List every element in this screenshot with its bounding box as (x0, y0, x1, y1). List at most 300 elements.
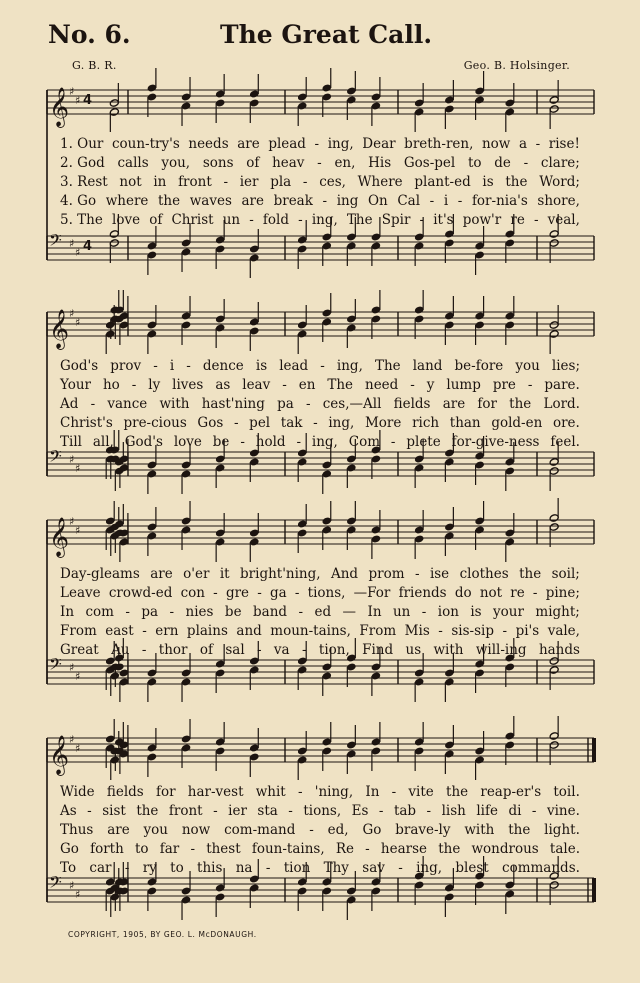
sharp-icon: ♯ (75, 94, 81, 107)
hymn-title: The Great Call. (220, 20, 433, 49)
lyric-syllable: Go (362, 822, 382, 838)
lyric-syllable: commands. (502, 860, 580, 876)
lyric-syllable: to (467, 155, 482, 171)
lyric-syllable: not (119, 174, 142, 190)
lyric-syllable: Where (357, 174, 403, 190)
lyric-syllable: heav (272, 155, 305, 171)
lyric-syllable: 5. The (60, 212, 103, 228)
lyric-syllable: the (158, 193, 181, 209)
lyric-syllable: - (410, 377, 415, 393)
lyric-syllable: pare. (544, 377, 580, 393)
bass-clef-icon: 𝄢 (49, 446, 62, 470)
lyric-syllable: thor (158, 642, 188, 658)
lyric-syllable: - (298, 604, 304, 620)
lyrics-block (60, 357, 580, 452)
sharp-icon: ♯ (75, 524, 81, 537)
lyric-line (60, 433, 580, 452)
lyric-syllable: From (359, 623, 397, 639)
lyric-syllable: i (443, 193, 449, 209)
lyric-syllable: - (265, 860, 271, 876)
lyric-syllable: lives (172, 377, 204, 393)
lyric-syllable: - (257, 585, 262, 601)
sharp-icon: ♯ (75, 742, 81, 755)
lyric-syllable: ier (228, 803, 247, 819)
lyric-syllable: —For (353, 585, 391, 601)
lyric-syllable: - (282, 377, 287, 393)
lyric-syllable: pre-cious (123, 415, 187, 431)
lyric-syllable: - (298, 212, 303, 228)
lyric-syllable: ing, (327, 136, 354, 152)
lyric-line (60, 622, 580, 641)
lyric-line (60, 584, 580, 603)
sharp-icon: ♯ (75, 246, 81, 259)
lyric-syllable: har-vest (187, 784, 244, 800)
lyric-syllable: hold (255, 434, 286, 450)
lyric-syllable: pa (277, 396, 294, 412)
lyric-syllable: ing, (416, 860, 443, 876)
lyric-syllable: reap-er's (480, 784, 542, 800)
bass-clef-icon: 𝄢 (49, 654, 62, 678)
lyric-syllable: do (454, 585, 472, 601)
lyric-syllable: hearse (380, 841, 428, 857)
lyric-syllable: con (180, 585, 205, 601)
lyric-syllable: And (330, 566, 359, 582)
lyric-syllable: - (125, 604, 130, 620)
lyric-syllable: i (169, 358, 175, 374)
sharp-icon: ♯ (69, 307, 75, 320)
sharp-icon: ♯ (69, 733, 75, 746)
lyric-syllable: wondrous (471, 841, 539, 857)
lyric-line (60, 414, 580, 433)
bass-clef-icon: 𝄢 (49, 230, 62, 254)
lyric-syllable: Wide (60, 784, 95, 800)
lyric-syllable: - (426, 803, 432, 819)
lyric-syllable: 1. Our (60, 136, 104, 152)
lyric-syllable: - (131, 377, 137, 393)
treble-clef-icon: 𝄞 (49, 735, 70, 775)
lyric-syllable: - (390, 434, 396, 450)
lyric-syllable: - (302, 174, 308, 190)
lyric-syllable: sist (102, 803, 126, 819)
lyric-syllable: - (320, 358, 325, 374)
lyric-syllable: na (235, 860, 253, 876)
lyric-syllable: sta (257, 803, 278, 819)
lyric-line (60, 154, 580, 173)
lyric-syllable: Es (351, 803, 369, 819)
lyric-syllable: - (301, 642, 307, 658)
lyric-syllable: blest (455, 860, 489, 876)
lyric-syllable: are (237, 136, 260, 152)
lyrics-block (60, 565, 580, 660)
sharp-icon: ♯ (69, 661, 75, 674)
lyric-syllable: pre (492, 377, 516, 393)
lyric-syllable: Spir (381, 212, 411, 228)
lyric-syllable: com (85, 604, 114, 620)
lyric-syllable: - (296, 434, 302, 450)
lyric-syllable: the (446, 784, 469, 800)
lyric-syllable: sav (362, 860, 385, 876)
lyric-syllable: - (502, 623, 508, 639)
lyric-syllable: your (493, 604, 524, 620)
lyric-syllable: - (531, 803, 537, 819)
lyric-syllable: moun-tains, (270, 623, 351, 639)
lyric-syllable: car (89, 860, 112, 876)
lyric-syllable: pa (141, 604, 159, 620)
sharp-icon: ♯ (69, 879, 75, 892)
lyric-syllable: break (273, 193, 313, 209)
lyric-syllable: prov (110, 358, 142, 374)
time-signature: 4 (83, 93, 93, 108)
lyric-syllable: — (342, 604, 357, 620)
lyric-syllable: - (317, 155, 322, 171)
lyric-syllable: plains (186, 623, 228, 639)
lyric-syllable: dence (202, 358, 244, 374)
lyric-syllable: far (159, 841, 180, 857)
lyric-syllable: feel. (550, 434, 580, 450)
lyric-syllable: are (442, 396, 466, 412)
lyric-syllable: love (112, 212, 141, 228)
lyric-syllable: where (105, 193, 149, 209)
lyric-syllable: the (509, 396, 532, 412)
lyric-syllable: lish (441, 803, 466, 819)
lyric-syllable: Your (60, 377, 92, 393)
lyric-syllable: - (124, 860, 130, 876)
lyric-syllable: o'er (183, 566, 210, 582)
lyric-syllable: - (535, 136, 541, 152)
lyric-line (60, 783, 580, 802)
hymn-number: No. 6. (48, 20, 131, 49)
lyric-syllable: is (482, 174, 494, 190)
lyric-syllable: - (141, 642, 147, 658)
lyric-syllable: be-fore (454, 358, 504, 374)
lyric-line (60, 395, 580, 414)
lyric-syllable: the (519, 566, 542, 582)
lyric-syllable: shore, (537, 193, 580, 209)
lyric-syllable: ise (429, 566, 450, 582)
lyric-syllable: vite (408, 784, 434, 800)
lyric-syllable: ier (239, 174, 259, 190)
lyric-syllable: clare; (540, 155, 580, 171)
lyric-syllable: ing, (328, 415, 355, 431)
lyric-syllable: east (105, 623, 134, 639)
sharp-icon: ♯ (75, 888, 81, 901)
lyric-syllable: for (477, 396, 497, 412)
lyric-syllable: - (190, 841, 195, 857)
lyric-syllable: ces, (319, 174, 346, 190)
lyric-syllable: hast'ning (201, 396, 265, 412)
lyric-syllable: tion (283, 860, 311, 876)
lyric-syllable: Leave (60, 585, 101, 601)
lyric-syllable: un (392, 604, 411, 620)
lyric-syllable: coun-try's (111, 136, 180, 152)
copyright-notice: COPYRIGHT, 1905, BY GEO. L. McDONAUGH. (68, 930, 257, 939)
lyric-syllable: - (90, 396, 96, 412)
lyric-syllable: waves (189, 193, 232, 209)
lyric-syllable: are (150, 566, 173, 582)
lyric-syllable: In (60, 604, 75, 620)
lyric-syllable: bright'ning, (240, 566, 321, 582)
lyric-syllable: it's (433, 212, 454, 228)
lyric-syllable: 4. Go (60, 193, 97, 209)
lyric-syllable: the (505, 174, 528, 190)
lyric-syllable: now (481, 136, 511, 152)
lyric-syllable: ho (102, 377, 120, 393)
lyric-syllable: Thy (323, 860, 349, 876)
lyric-line (60, 135, 580, 154)
lyric-syllable: Thus (60, 822, 94, 838)
lyric-syllable: - (297, 784, 303, 800)
lyric-syllable: The (374, 358, 401, 374)
lyric-syllable: - (438, 623, 443, 639)
lyric-syllable: ern (155, 623, 179, 639)
lyric-syllable: - (414, 566, 420, 582)
lyric-syllable: Re (335, 841, 354, 857)
lyric-syllable: ing (336, 193, 359, 209)
lyric-syllable: pow'r (462, 212, 502, 228)
sharp-icon: ♯ (75, 462, 81, 475)
lyric-syllable: be (224, 604, 242, 620)
lyric-syllable: Cal (397, 193, 421, 209)
lyric-syllable: - (533, 212, 539, 228)
lyric-syllable: God's (124, 434, 163, 450)
lyric-syllable: breth-ren, (404, 136, 474, 152)
lyric-syllable: Christ (171, 212, 214, 228)
sharp-icon: ♯ (69, 237, 75, 250)
lyric-syllable: you (515, 358, 540, 374)
lyric-syllable: de (494, 155, 511, 171)
lyric-syllable: - (142, 623, 147, 639)
lyric-syllable: fields (106, 784, 144, 800)
lyric-syllable: front (178, 174, 212, 190)
lyric-syllable: rise! (548, 136, 580, 152)
lyric-syllable: for-give-ness (451, 434, 540, 450)
lyric-syllable: of (199, 642, 213, 658)
lyric-syllable: all, (92, 434, 114, 450)
lyric-line (60, 603, 580, 622)
lyric-syllable: Com (348, 434, 381, 450)
lyric-syllable: - (153, 358, 158, 374)
lyric-syllable: 3. Rest (60, 174, 108, 190)
lyricist-credit: G. B. R. (72, 59, 117, 72)
lyric-syllable: now (181, 822, 211, 838)
lyric-line (60, 641, 580, 660)
lyric-syllable: for-nia's (471, 193, 528, 209)
lyric-syllable: ly (148, 377, 161, 393)
treble-clef-icon: 𝄞 (49, 309, 70, 349)
lyric-syllable: com-mand (224, 822, 296, 838)
lyric-syllable: tions, (303, 803, 342, 819)
sharp-icon: ♯ (69, 515, 75, 528)
lyric-syllable: a (518, 136, 528, 152)
lyric-syllable: - (322, 193, 328, 209)
lyric-syllable: Great (60, 642, 99, 658)
lyric-syllable: not (479, 585, 503, 601)
lyric-syllable: might; (535, 604, 580, 620)
lyric-syllable: ing, (311, 434, 338, 450)
lyric-syllable: - (288, 803, 293, 819)
lyric-syllable: gre (225, 585, 250, 601)
lyric-syllable: leav (242, 377, 271, 393)
lyric-syllable: with (433, 642, 464, 658)
lyric-syllable: - (257, 642, 262, 658)
lyric-syllable: are (107, 822, 130, 838)
lyric-syllable: Gos-pel (403, 155, 456, 171)
lyrics-block (60, 135, 580, 230)
lyric-syllable: In (365, 784, 380, 800)
time-signature: 4 (83, 239, 93, 254)
lyric-syllable: y (426, 377, 435, 393)
lyric-line (60, 211, 580, 230)
lyric-syllable: the (136, 803, 159, 819)
lyric-syllable: with (159, 396, 190, 412)
lyric-syllable: Till (60, 434, 82, 450)
lyric-syllable: re (510, 212, 525, 228)
lyric-syllable: Lord. (543, 396, 580, 412)
lyric-syllable: light. (544, 822, 580, 838)
lyric-syllable: and (236, 623, 262, 639)
lyric-syllable: as (215, 377, 231, 393)
lyric-syllable: - (186, 358, 191, 374)
lyric-line (60, 173, 580, 192)
lyric-syllable: - (457, 193, 463, 209)
lyric-line (60, 357, 580, 376)
lyric-syllable: ing, (336, 358, 363, 374)
lyric-line (60, 376, 580, 395)
lyric-syllable: tak (280, 415, 303, 431)
lyric-syllable: sal (225, 642, 245, 658)
lyric-syllable: From (60, 623, 97, 639)
lyric-syllable: fields (393, 396, 431, 412)
lyric-syllable: plead (268, 136, 306, 152)
lyric-syllable: The (346, 212, 373, 228)
lyric-syllable: of (246, 155, 260, 171)
sharp-icon: ♯ (69, 85, 75, 98)
lyric-syllable: for (155, 784, 176, 800)
lyric-syllable: brave-ly (395, 822, 451, 838)
lyric-syllable: are (241, 193, 264, 209)
lyric-syllable: - (294, 585, 300, 601)
lyric-syllable: lies; (551, 358, 580, 374)
lyric-syllable: di (508, 803, 522, 819)
lyric-syllable: crowd-ed (108, 585, 173, 601)
lyric-syllable: ed (314, 604, 332, 620)
lyric-syllable: - (213, 803, 218, 819)
lyric-syllable: needs (188, 136, 229, 152)
lyric-syllable: friends (398, 585, 447, 601)
lyric-syllable: band (253, 604, 288, 620)
lyric-syllable: in (153, 174, 167, 190)
lyric-syllable: - (419, 212, 425, 228)
lyric-syllable: to (135, 841, 149, 857)
lyric-syllable: foun-tains, (251, 841, 325, 857)
lyric-syllable: veal, (547, 212, 580, 228)
lyric-syllable: front (168, 803, 203, 819)
lyric-syllable: vale, (547, 623, 580, 639)
lyrics-block (60, 783, 580, 878)
lyric-line (60, 192, 580, 211)
lyric-syllable: pel (249, 415, 271, 431)
lyric-syllable: thest (206, 841, 241, 857)
treble-clef-icon: 𝄞 (49, 87, 70, 127)
lyric-syllable: - (378, 803, 384, 819)
lyric-syllable: clothes (459, 566, 509, 582)
lyric-syllable: the (508, 822, 531, 838)
lyric-syllable: - (523, 155, 529, 171)
lyric-syllable: Find (362, 642, 394, 658)
lyric-syllable: - (249, 212, 254, 228)
lyric-syllable: of (149, 212, 163, 228)
lyric-syllable: Ad (60, 396, 79, 412)
lyric-syllable: it (219, 566, 230, 582)
lyric-syllable: hands (538, 642, 580, 658)
lyric-syllable: us (405, 642, 422, 658)
lyric-syllable: you (143, 822, 168, 838)
lyric-syllable: fold (262, 212, 290, 228)
lyric-syllable: pla (270, 174, 292, 190)
lyric-syllable: ed, (327, 822, 349, 838)
lyric-syllable: Day-gleams (60, 566, 140, 582)
lyric-syllable: vance (107, 396, 148, 412)
lyric-syllable: ry (142, 860, 157, 876)
lyric-syllable: God's (60, 358, 99, 374)
sharp-icon: ♯ (75, 670, 81, 683)
lyric-syllable: Au (111, 642, 130, 658)
lyric-syllable: - (240, 434, 245, 450)
lyric-syllable: ces,—All (322, 396, 382, 412)
lyric-syllable: 2. God (60, 155, 105, 171)
sharp-icon: ♯ (69, 453, 75, 466)
lyric-syllable: - (223, 174, 229, 190)
lyric-line (60, 565, 580, 584)
lyric-syllable: the (438, 841, 461, 857)
lyric-syllable: land (412, 358, 443, 374)
lyric-syllable: His (368, 155, 392, 171)
lyric-syllable: Word; (539, 174, 580, 190)
lyric-syllable: As (60, 803, 77, 819)
lyric-syllable: sons (202, 155, 234, 171)
treble-clef-icon: 𝄞 (49, 517, 70, 557)
lyric-syllable: - (305, 396, 311, 412)
lyric-syllable: tab (393, 803, 417, 819)
lyric-syllable: is (470, 604, 482, 620)
lyric-syllable: ore. (552, 415, 580, 431)
lyric-syllable: - (213, 585, 218, 601)
lyric-line (60, 859, 580, 878)
lyric-syllable: - (365, 841, 370, 857)
lyric-syllable: Go (60, 841, 79, 857)
lyric-line (60, 840, 580, 859)
lyric-syllable: en (298, 377, 316, 393)
sharp-icon: ♯ (75, 316, 81, 329)
lyric-syllable: ga (270, 585, 287, 601)
lyric-syllable: be (212, 434, 230, 450)
lyric-syllable: life (476, 803, 498, 819)
lyric-syllable: lump (446, 377, 481, 393)
lyric-syllable: - (313, 415, 318, 431)
lyric-syllable: sis-sip (451, 623, 494, 639)
lyric-syllable: - (87, 803, 92, 819)
lyric-syllable: More (364, 415, 402, 431)
lyric-syllable: tale. (549, 841, 580, 857)
lyric-syllable: vine. (546, 803, 580, 819)
lyric-syllable: un (222, 212, 241, 228)
lyric-syllable: pine; (545, 585, 580, 601)
lyric-syllable: The (327, 377, 354, 393)
lyric-syllable: Dear (362, 136, 396, 152)
lyric-syllable: soil; (551, 566, 580, 582)
lyric-syllable: - (169, 604, 175, 620)
lyric-syllable: en, (334, 155, 356, 171)
